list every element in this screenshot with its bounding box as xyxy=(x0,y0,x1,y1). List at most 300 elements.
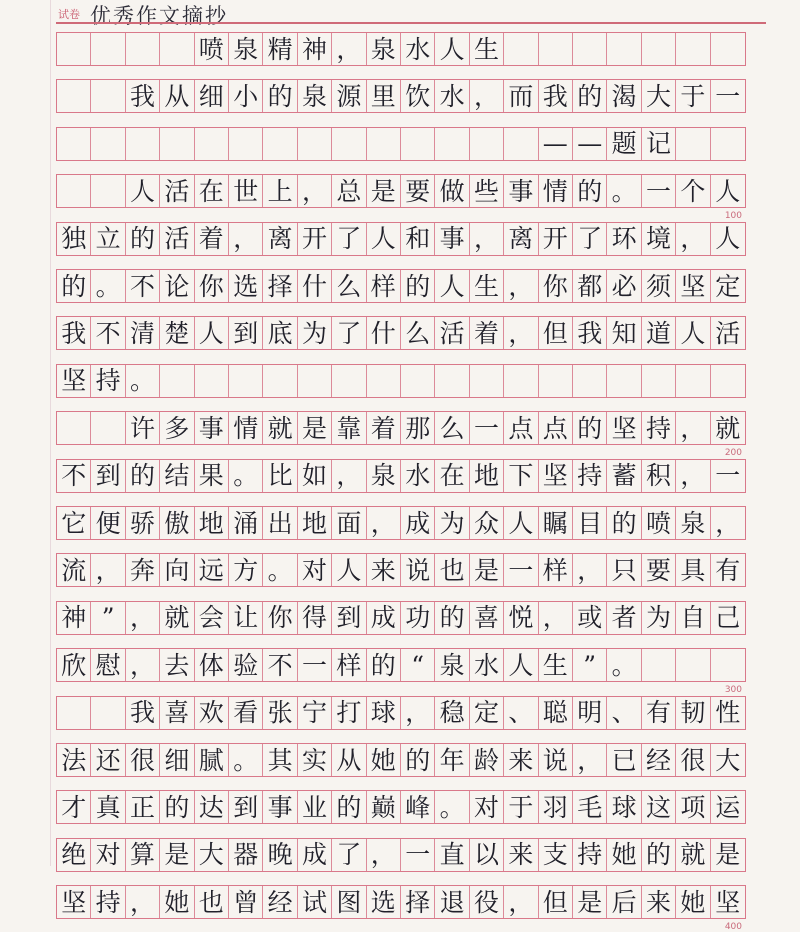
grid-cell: 比 xyxy=(263,460,297,492)
grid-cell: 立 xyxy=(91,223,125,255)
grid-cell: ， xyxy=(229,223,263,255)
grid-cell: 什 xyxy=(298,270,332,302)
grid-cell: 来 xyxy=(504,839,538,871)
grid-cell: 的 xyxy=(573,80,607,112)
grid-cell: 了 xyxy=(332,839,366,871)
grid-cell: 的 xyxy=(401,270,435,302)
grid-row xyxy=(56,127,746,161)
grid-cell xyxy=(642,33,676,65)
grid-cell: 知 xyxy=(607,317,641,349)
grid-row xyxy=(56,411,746,445)
grid-cell: 活 xyxy=(160,223,194,255)
grid-cell: 一 xyxy=(715,461,741,491)
grid-cell: 生 xyxy=(539,649,573,681)
grid-cell: 但 xyxy=(539,886,573,918)
grid-cell: 下 xyxy=(504,460,538,492)
grid-cell: ， xyxy=(470,80,504,112)
grid-cell: 泉 xyxy=(367,33,401,65)
grid-cell: 的 xyxy=(573,175,607,207)
grid-cell: — xyxy=(539,128,573,160)
grid-cell: 选 xyxy=(367,886,401,918)
grid-cell: 法 xyxy=(57,744,91,776)
grid-cell: 人 xyxy=(676,317,710,349)
grid-cell: 支 xyxy=(539,839,573,871)
grid-cell: 么 xyxy=(435,412,469,444)
grid-cell: 成 xyxy=(298,839,332,871)
grid-cell: 还 xyxy=(91,744,125,776)
grid-cell xyxy=(367,128,401,160)
grid-cell: 人 xyxy=(126,175,160,207)
page-title: 优秀作文摘抄 xyxy=(90,4,228,28)
grid-cell: 年 xyxy=(435,744,469,776)
grid-cell xyxy=(195,128,229,160)
grid-cell xyxy=(711,128,745,160)
grid-cell: 于 xyxy=(676,80,710,112)
grid-cell: 宁 xyxy=(298,697,332,729)
grid-cell: ， xyxy=(504,270,538,302)
grid-row xyxy=(56,790,746,824)
grid-cell: 而 xyxy=(504,80,538,112)
grid-cell: 到 xyxy=(91,460,125,492)
grid-cell: 的 xyxy=(126,223,160,255)
grid-cell xyxy=(91,697,125,729)
grid-cell xyxy=(401,365,435,397)
grid-cell: 喷 xyxy=(642,507,676,539)
grid-cell xyxy=(57,175,91,207)
grid-cell: 正 xyxy=(126,791,160,823)
grid-cell: 器 xyxy=(229,839,263,871)
grid-cell: 、 xyxy=(504,697,538,729)
grid-cell: 不 xyxy=(57,460,91,492)
grid-cell: 喜 xyxy=(160,697,194,729)
grid-cell: 事 xyxy=(195,412,229,444)
grid-cell: 只 xyxy=(607,554,641,586)
grid-cell: 独 xyxy=(57,223,91,255)
grid-cell xyxy=(57,412,91,444)
grid-cell: 体 xyxy=(195,649,229,681)
grid-cell: 后 xyxy=(607,886,641,918)
grid-cell xyxy=(229,128,263,160)
grid-cell: 欢 xyxy=(195,697,229,729)
grid-cell: 众 xyxy=(470,507,504,539)
grid-cell: 么 xyxy=(401,317,435,349)
grid-cell: 。 xyxy=(229,744,263,776)
grid-cell: 羽 xyxy=(539,791,573,823)
grid-cell: 了 xyxy=(573,223,607,255)
grid-cell: 目 xyxy=(573,507,607,539)
grid-row xyxy=(56,838,746,872)
grid-cell: 活 xyxy=(435,317,469,349)
grid-cell: 的 xyxy=(126,460,160,492)
grid-cell: 细 xyxy=(195,80,229,112)
grid-cell: 对 xyxy=(470,791,504,823)
grid-cell: 水 xyxy=(401,33,435,65)
word-count-marker: 400 xyxy=(724,921,742,932)
grid-cell: 须 xyxy=(642,270,676,302)
grid-row xyxy=(56,32,746,66)
grid-cell: 楚 xyxy=(160,317,194,349)
grid-cell: 泉 xyxy=(298,80,332,112)
grid-cell: 要 xyxy=(401,175,435,207)
grid-cell: 、 xyxy=(607,697,641,729)
grid-row xyxy=(56,553,746,587)
grid-cell: ， xyxy=(91,554,125,586)
grid-cell xyxy=(298,128,332,160)
grid-cell: 张 xyxy=(263,697,297,729)
exam-label: 试卷 xyxy=(58,8,80,21)
grid-cell xyxy=(435,365,469,397)
grid-cell: 实 xyxy=(298,744,332,776)
grid-cell: 喷 xyxy=(195,33,229,65)
grid-cell xyxy=(539,33,573,65)
grid-cell: 世 xyxy=(229,175,263,207)
grid-cell xyxy=(470,128,504,160)
grid-cell: ， xyxy=(504,886,538,918)
grid-cell: 也 xyxy=(435,554,469,586)
grid-cell: 己 xyxy=(715,603,741,633)
grid-cell: 了 xyxy=(332,317,366,349)
grid-cell xyxy=(504,128,538,160)
grid-cell: 于 xyxy=(504,791,538,823)
grid-cell: 喜 xyxy=(470,602,504,634)
grid-cell: ， xyxy=(676,223,710,255)
grid-cell: 得 xyxy=(298,602,332,634)
grid-cell: 有 xyxy=(715,555,741,585)
grid-cell: 什 xyxy=(367,317,401,349)
grid-cell xyxy=(607,33,641,65)
grid-cell: 事 xyxy=(435,223,469,255)
grid-cell xyxy=(367,365,401,397)
grid-row xyxy=(56,506,746,540)
grid-cell: ， xyxy=(367,507,401,539)
grid-row xyxy=(56,885,746,919)
grid-cell: 环 xyxy=(607,223,641,255)
grid-row xyxy=(56,601,746,635)
grid-cell: 从 xyxy=(160,80,194,112)
grid-cell: 果 xyxy=(195,460,229,492)
grid-cell: 一 xyxy=(504,554,538,586)
grid-row xyxy=(56,743,746,777)
grid-cell: 那 xyxy=(401,412,435,444)
grid-cell xyxy=(57,33,91,65)
grid-cell xyxy=(160,33,194,65)
grid-cell: 着 xyxy=(470,317,504,349)
grid-cell: 开 xyxy=(298,223,332,255)
grid-row xyxy=(56,222,746,256)
grid-cell: 也 xyxy=(195,886,229,918)
grid-cell: 为 xyxy=(642,602,676,634)
grid-cell: 功 xyxy=(401,602,435,634)
grid-cell xyxy=(676,365,710,397)
grid-cell: 人 xyxy=(435,33,469,65)
grid-cell: 峰 xyxy=(401,791,435,823)
grid-cell: 论 xyxy=(160,270,194,302)
grid-cell: 开 xyxy=(539,223,573,255)
grid-cell: 退 xyxy=(435,886,469,918)
grid-cell: 为 xyxy=(435,507,469,539)
grid-cell: 道 xyxy=(642,317,676,349)
grid-cell: 择 xyxy=(263,270,297,302)
grid-cell: — xyxy=(573,128,607,160)
grid-cell: 就 xyxy=(676,839,710,871)
grid-cell: ， xyxy=(470,223,504,255)
grid-cell xyxy=(57,80,91,112)
grid-cell: 神 xyxy=(298,33,332,65)
grid-cell: 她 xyxy=(607,839,641,871)
grid-cell: 者 xyxy=(607,602,641,634)
grid-cell: 运 xyxy=(715,792,741,822)
grid-cell: 题 xyxy=(607,128,641,160)
grid-cell xyxy=(711,33,745,65)
grid-cell: 情 xyxy=(539,175,573,207)
grid-cell: 细 xyxy=(160,744,194,776)
grid-cell: 必 xyxy=(607,270,641,302)
grid-cell: 打 xyxy=(332,697,366,729)
grid-cell: 选 xyxy=(229,270,263,302)
grid-cell: 持 xyxy=(91,365,125,397)
grid-cell: ， xyxy=(573,554,607,586)
grid-cell: 泉 xyxy=(676,507,710,539)
grid-cell: 其 xyxy=(263,744,297,776)
grid-cell xyxy=(504,33,538,65)
grid-cell: 到 xyxy=(332,602,366,634)
grid-row xyxy=(56,316,746,350)
word-count-marker: 100 xyxy=(724,210,742,221)
grid-cell: 。 xyxy=(607,175,641,207)
grid-cell: 她 xyxy=(367,744,401,776)
grid-cell: 定 xyxy=(470,697,504,729)
grid-cell: 人 xyxy=(715,176,741,206)
grid-cell: 要 xyxy=(642,554,676,586)
grid-cell xyxy=(91,412,125,444)
grid-cell: 小 xyxy=(229,80,263,112)
grid-cell: 从 xyxy=(332,744,366,776)
grid-cell: 一 xyxy=(715,81,741,111)
grid-cell xyxy=(263,128,297,160)
grid-cell: 就 xyxy=(160,602,194,634)
grid-cell: 人 xyxy=(367,223,401,255)
grid-cell: 大 xyxy=(195,839,229,871)
grid-cell xyxy=(160,128,194,160)
grid-cell: 的 xyxy=(435,602,469,634)
grid-cell: 情 xyxy=(229,412,263,444)
grid-cell: 为 xyxy=(298,317,332,349)
grid-cell xyxy=(91,33,125,65)
paper-edge xyxy=(50,0,51,866)
grid-cell: 坚 xyxy=(539,460,573,492)
grid-cell: 成 xyxy=(401,507,435,539)
grid-cell: 便 xyxy=(91,507,125,539)
grid-cell: 的 xyxy=(57,270,91,302)
grid-cell: 着 xyxy=(195,223,229,255)
grid-cell: 来 xyxy=(642,886,676,918)
grid-cell: 如 xyxy=(298,460,332,492)
grid-cell xyxy=(676,33,710,65)
grid-cell: 样 xyxy=(332,649,366,681)
grid-cell: 明 xyxy=(573,697,607,729)
grid-cell: 活 xyxy=(715,318,741,348)
grid-cell: “ xyxy=(401,649,435,681)
grid-cell: 境 xyxy=(642,223,676,255)
grid-cell: 试 xyxy=(298,886,332,918)
grid-cell: 项 xyxy=(676,791,710,823)
grid-cell: 她 xyxy=(160,886,194,918)
grid-cell xyxy=(711,365,745,397)
grid-cell: ， xyxy=(715,508,741,538)
grid-cell: 自 xyxy=(676,602,710,634)
grid-cell: 人 xyxy=(715,224,741,254)
grid-cell: 是 xyxy=(160,839,194,871)
grid-cell xyxy=(298,365,332,397)
grid-row xyxy=(56,648,746,682)
grid-cell: 一 xyxy=(642,175,676,207)
grid-cell xyxy=(607,365,641,397)
grid-cell: ， xyxy=(126,602,160,634)
grid-cell: 结 xyxy=(160,460,194,492)
grid-cell: 晚 xyxy=(263,839,297,871)
grid-cell: 点 xyxy=(504,412,538,444)
grid-cell: 的 xyxy=(642,839,676,871)
grid-cell: 精 xyxy=(263,33,297,65)
grid-cell: 奔 xyxy=(126,554,160,586)
grid-cell: 大 xyxy=(715,745,741,775)
grid-cell: 让 xyxy=(229,602,263,634)
grid-cell: 是 xyxy=(715,840,741,870)
grid-cell: 许 xyxy=(126,412,160,444)
grid-cell: ， xyxy=(401,697,435,729)
grid-cell: 的 xyxy=(160,791,194,823)
grid-cell xyxy=(160,365,194,397)
grid-cell: 是 xyxy=(367,175,401,207)
grid-cell xyxy=(332,365,366,397)
grid-cell: 欣 xyxy=(57,649,91,681)
grid-cell: 对 xyxy=(298,554,332,586)
grid-cell: 役 xyxy=(470,886,504,918)
grid-cell: 去 xyxy=(160,649,194,681)
grid-cell: 你 xyxy=(539,270,573,302)
grid-cell: 已 xyxy=(607,744,641,776)
grid-cell: 算 xyxy=(126,839,160,871)
grid-cell: 真 xyxy=(91,791,125,823)
grid-cell: 龄 xyxy=(470,744,504,776)
grid-cell: 水 xyxy=(470,649,504,681)
grid-cell: 骄 xyxy=(126,507,160,539)
grid-cell: 就 xyxy=(715,413,741,443)
grid-cell: 泉 xyxy=(435,649,469,681)
grid-cell: 不 xyxy=(263,649,297,681)
grid-cell: 具 xyxy=(676,554,710,586)
grid-cell xyxy=(642,365,676,397)
grid-cell: 持 xyxy=(642,412,676,444)
grid-cell: 看 xyxy=(229,697,263,729)
grid-cell: 上 xyxy=(263,175,297,207)
grid-cell: ， xyxy=(539,602,573,634)
grid-cell xyxy=(504,365,538,397)
grid-cell: 坚 xyxy=(57,365,91,397)
grid-cell: 地 xyxy=(298,507,332,539)
grid-row xyxy=(56,459,746,493)
grid-cell: 稳 xyxy=(435,697,469,729)
grid-cell: 的 xyxy=(332,791,366,823)
grid-cell: 球 xyxy=(367,697,401,729)
grid-cell: ” xyxy=(91,602,125,634)
grid-cell: 。 xyxy=(607,649,641,681)
grid-cell: ， xyxy=(676,460,710,492)
grid-cell: 人 xyxy=(504,507,538,539)
grid-cell: 球 xyxy=(607,791,641,823)
grid-row xyxy=(56,174,746,208)
grid-cell: 很 xyxy=(126,744,160,776)
grid-cell: 坚 xyxy=(57,886,91,918)
grid-cell: ， xyxy=(367,839,401,871)
grid-cell: 些 xyxy=(470,175,504,207)
grid-cell: 图 xyxy=(332,886,366,918)
grid-cell: 人 xyxy=(504,649,538,681)
grid-cell: 不 xyxy=(91,317,125,349)
grid-cell xyxy=(91,128,125,160)
grid-cell: 大 xyxy=(642,80,676,112)
grid-cell: 和 xyxy=(401,223,435,255)
grid-cell: 饮 xyxy=(401,80,435,112)
grid-cell: 对 xyxy=(91,839,125,871)
word-count-marker: 200 xyxy=(724,447,742,458)
grid-cell: 但 xyxy=(539,317,573,349)
grid-cell: 说 xyxy=(401,554,435,586)
grid-cell: 蓄 xyxy=(607,460,641,492)
grid-cell: 神 xyxy=(57,602,91,634)
grid-cell: 到 xyxy=(229,791,263,823)
grid-cell: 经 xyxy=(263,886,297,918)
grid-cell: 水 xyxy=(401,460,435,492)
grid-cell: 来 xyxy=(504,744,538,776)
grid-cell: 涌 xyxy=(229,507,263,539)
grid-cell: 生 xyxy=(470,270,504,302)
grid-cell: 么 xyxy=(332,270,366,302)
grid-cell: 是 xyxy=(470,554,504,586)
grid-cell: ， xyxy=(332,460,366,492)
word-count-marker: 300 xyxy=(724,684,742,695)
grid-cell: 定 xyxy=(715,271,741,301)
grid-cell: 人 xyxy=(332,554,366,586)
grid-cell: 性 xyxy=(715,698,741,728)
grid-cell: 地 xyxy=(470,460,504,492)
grid-cell: 绝 xyxy=(57,839,91,871)
grid-cell: 一 xyxy=(470,412,504,444)
grid-cell: 泉 xyxy=(229,33,263,65)
grid-cell: 出 xyxy=(263,507,297,539)
grid-cell: 里 xyxy=(367,80,401,112)
grid-cell: ， xyxy=(504,317,538,349)
grid-cell: 持 xyxy=(91,886,125,918)
grid-cell: 方 xyxy=(229,554,263,586)
grid-cell xyxy=(229,365,263,397)
grid-cell: 聪 xyxy=(539,697,573,729)
grid-cell: 经 xyxy=(642,744,676,776)
grid-cell: 离 xyxy=(263,223,297,255)
grid-cell xyxy=(195,365,229,397)
grid-cell: 流 xyxy=(57,554,91,586)
grid-cell: 。 xyxy=(229,460,263,492)
grid-cell: 在 xyxy=(195,175,229,207)
grid-cell xyxy=(332,128,366,160)
grid-cell: 择 xyxy=(401,886,435,918)
grid-cell: 了 xyxy=(332,223,366,255)
grid-cell: 到 xyxy=(229,317,263,349)
grid-cell: 的 xyxy=(263,80,297,112)
grid-cell: 这 xyxy=(642,791,676,823)
grid-cell: 源 xyxy=(332,80,366,112)
grid-cell: 一 xyxy=(401,839,435,871)
